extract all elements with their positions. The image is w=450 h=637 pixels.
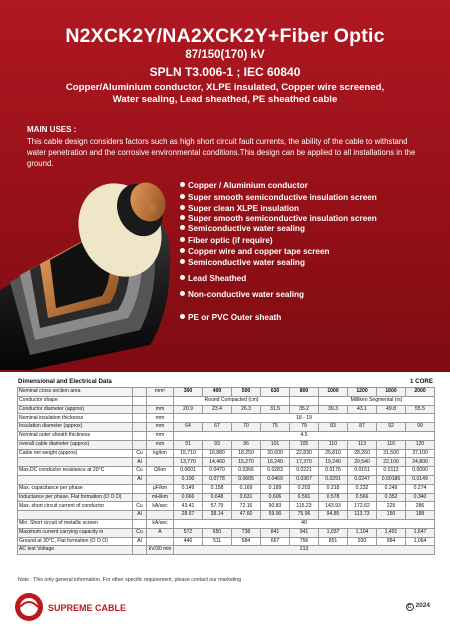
table-cell: 172.62 — [348, 502, 377, 511]
conductor-strand — [142, 196, 150, 204]
table-cell: 15,270 — [232, 458, 261, 467]
table-cell: 4.5 — [174, 431, 435, 440]
table-cell: kV/30 min — [147, 546, 174, 555]
table-row — [18, 388, 435, 397]
table-cell: Conductor diameter (approx) — [18, 405, 133, 414]
table-row — [18, 493, 435, 502]
table-cell: 0.631 — [232, 493, 261, 502]
table-cell: 630 — [261, 388, 290, 397]
layer-label: Copper wire and copper tape screen — [180, 247, 330, 256]
table-cell: 0.0367 — [290, 475, 319, 484]
table-cell: 1,037 — [319, 528, 348, 537]
table-cell — [133, 484, 147, 493]
table-cell: mm — [147, 440, 174, 449]
table-cell: 22,830 — [290, 449, 319, 458]
table-cell: 0.352 — [377, 493, 406, 502]
supreme-logo-icon — [14, 592, 44, 622]
table-cell: 0.591 — [290, 493, 319, 502]
table-cell: 0.0469 — [261, 475, 290, 484]
table-row — [18, 440, 435, 449]
table-cell — [133, 431, 147, 440]
table-cell: 18,250 — [232, 449, 261, 458]
table-cell — [133, 519, 147, 528]
table-cell: 0.0090 — [406, 467, 435, 476]
table-cell: 28.67 — [174, 511, 203, 520]
table-cell: 0.0149 — [406, 475, 435, 484]
table-cell: 72.16 — [232, 502, 261, 511]
table-cell: Maximum current carrying capacity in — [18, 528, 133, 537]
table-cell: 941 — [290, 528, 319, 537]
table-cell: kA/sec — [147, 519, 174, 528]
table-cell: 67 — [203, 423, 232, 432]
description-line: Water sealing, Lead sheathed, PE sheathed cable — [112, 94, 338, 105]
layer-label: Fiber optic (if require) — [180, 236, 273, 245]
table-cell: kg/km — [147, 449, 174, 458]
table-cell: Ω/km — [147, 467, 174, 476]
table-cell: 1,064 — [406, 537, 435, 546]
table-cell: 0.189 — [261, 484, 290, 493]
table-cell: 188 — [406, 511, 435, 520]
table-cell: 229 — [377, 502, 406, 511]
table-cell: 64 — [174, 423, 203, 432]
table-cell: Nominal outer sheath thickness — [18, 431, 133, 440]
layer-label: PE or PVC Outer sheath — [180, 313, 281, 322]
table-cell: 300 — [174, 388, 203, 397]
table-cell: 400 — [203, 388, 232, 397]
table-cell: 1,104 — [348, 528, 377, 537]
layer-label: Super smooth semiconductive insulation screen — [180, 193, 377, 202]
table-cell: mm — [147, 431, 174, 440]
brand-name: SUPREME CABLE — [48, 603, 127, 613]
table-cell: 120 — [406, 440, 435, 449]
table-cell: 0.158 — [203, 484, 232, 493]
table-cell: 19,240 — [319, 458, 348, 467]
table-cell: 920 — [348, 537, 377, 546]
table-cell: Al — [133, 458, 147, 467]
table-cell: 55.5 — [406, 405, 435, 414]
table-cell: 0.0366 — [232, 467, 261, 476]
table-cell: 110 — [319, 440, 348, 449]
table-cell: 113 — [348, 440, 377, 449]
table-row — [18, 484, 435, 493]
table-cell: 40 — [174, 519, 435, 528]
table-cell: Milliken Segmental (rs) — [319, 396, 435, 405]
table-cell: 24,800 — [406, 458, 435, 467]
table-row — [18, 475, 435, 484]
table-cell: 984 — [377, 537, 406, 546]
table-cell: Inductance per phase, Flat formation (O O O) — [18, 493, 133, 502]
table-row — [18, 405, 435, 414]
table-cell: 1,647 — [406, 528, 435, 537]
table-cell: 511 — [203, 537, 232, 546]
table-cell: 0.606 — [261, 493, 290, 502]
table-cell: 0.0283 — [261, 467, 290, 476]
table-cell: 650 — [203, 528, 232, 537]
table-cell: Cu — [133, 449, 147, 458]
layer-label: Semiconductive water sealing — [180, 224, 305, 233]
table-cell: 0.0778 — [203, 475, 232, 484]
table-cell: 39.3 — [319, 405, 348, 414]
table-cell — [133, 423, 147, 432]
table-cell: Al — [133, 511, 147, 520]
table-cell: 20,540 — [348, 458, 377, 467]
table-cell: 115.23 — [290, 502, 319, 511]
table-header-bar — [17, 377, 434, 387]
footnote: Note : This only general information. For other specific requirement, please contact our marketing — [18, 577, 242, 583]
layer-label: Copper / Aluminium conductor — [180, 181, 308, 190]
table-cell: 0.566 — [348, 493, 377, 502]
table-cell: 20,600 — [261, 449, 290, 458]
table-cell — [290, 396, 319, 405]
table-cell: 70 — [232, 423, 261, 432]
table-cell: 0.203 — [290, 484, 319, 493]
table-cell: 14,460 — [203, 458, 232, 467]
table-cell: 213 — [174, 546, 435, 555]
table-row — [18, 502, 435, 511]
table-cell: A — [147, 528, 174, 537]
table-cell: 43.1 — [348, 405, 377, 414]
table-row — [18, 449, 435, 458]
table-cell — [147, 511, 174, 520]
table-cell: 20.9 — [174, 405, 203, 414]
table-cell: 92 — [377, 423, 406, 432]
table-row — [18, 458, 435, 467]
table-cell: 0.578 — [319, 493, 348, 502]
table-cell: Max.DC conductor resistance at 20°C — [18, 467, 133, 476]
table-cell: Conductor shape — [18, 396, 133, 405]
table-row — [18, 537, 435, 546]
table-title: Dimensional and Electrical Data — [18, 378, 112, 385]
layer-label: Lead Sheathed — [180, 274, 246, 283]
table-cell: 105 — [290, 440, 319, 449]
layer-label: Semiconductive water sealing — [180, 258, 305, 267]
table-cell: 0.100 — [174, 475, 203, 484]
core-label: 1 CORE — [409, 378, 433, 385]
table-cell: Cu — [133, 467, 147, 476]
table-cell: 16,240 — [261, 458, 290, 467]
table-cell: 572 — [174, 528, 203, 537]
main-uses-text: This cable design considers factors such as high short circuit fault currents, the ability of the cable to withstand water penetration and the corrosive environmental conditions.This design can be applied to all installations in the ground. — [27, 137, 416, 168]
table-cell: Nominal cross section area — [18, 388, 133, 397]
table-cell: 31.5 — [261, 405, 290, 414]
main-uses-heading: MAIN USES : — [27, 125, 77, 134]
table-cell: 584 — [232, 537, 261, 546]
table-cell: 99 — [406, 423, 435, 432]
table-cell — [133, 405, 147, 414]
table-cell: 286 — [406, 502, 435, 511]
product-title: N2XCK2Y/NA2XCK2Y+Fiber Optic — [65, 25, 385, 47]
table-cell: 150 — [377, 511, 406, 520]
table-cell: 0.0247 — [348, 475, 377, 484]
table-cell: Cable net weight (approx) — [18, 449, 133, 458]
description-line: Copper/Aluminium conductor, XLPE insulated, Copper wire screened, — [65, 82, 385, 93]
table-cell: overall cable diameter (approx) — [18, 440, 133, 449]
table-cell: 96 — [232, 440, 261, 449]
table-cell — [133, 493, 147, 502]
table-cell: 38.14 — [203, 511, 232, 520]
table-cell: 1,491 — [377, 528, 406, 537]
table-cell: 91 — [174, 440, 203, 449]
table-row — [18, 431, 435, 440]
table-cell: 851 — [319, 537, 348, 546]
table-cell: Max. capacitance per phase — [18, 484, 133, 493]
table-row — [18, 414, 435, 423]
table-cell: Cu — [133, 502, 147, 511]
table-cell: 2000 — [406, 388, 435, 397]
table-cell: 0.232 — [348, 484, 377, 493]
table-cell: 800 — [290, 388, 319, 397]
table-cell: Min. Short circuit of metallic screen — [18, 519, 133, 528]
table-cell: 31,500 — [377, 449, 406, 458]
table-cell: 0.0605 — [232, 475, 261, 484]
table-cell: 75.96 — [290, 511, 319, 520]
table-cell: 83 — [319, 423, 348, 432]
copyright-icon: C — [406, 603, 414, 611]
voltage-rating: 87/150(170) kV — [185, 49, 265, 61]
table-cell: 841 — [261, 528, 290, 537]
table-cell: 0.274 — [406, 484, 435, 493]
table-cell: 0.249 — [377, 484, 406, 493]
table-cell — [18, 475, 133, 484]
table-cell: 0.340 — [406, 493, 435, 502]
table-cell: Al — [133, 475, 147, 484]
table-cell: 79 — [290, 423, 319, 432]
table-cell — [133, 414, 147, 423]
table-cell: kA/sec — [147, 502, 174, 511]
table-cell: 0.0470 — [203, 467, 232, 476]
table-cell: 116 — [377, 440, 406, 449]
table-cell: 28,260 — [348, 449, 377, 458]
table-cell: AC test Voltage — [18, 546, 133, 555]
layer-label: Non-conductive water sealing — [180, 290, 304, 299]
table-cell: Al — [133, 537, 147, 546]
copyright-year: 2024 — [415, 602, 430, 609]
table-cell: 0.218 — [319, 484, 348, 493]
standard-reference: SPLN T3.006-1 ; IEC 60840 — [149, 65, 301, 79]
table-cell: 16,880 — [203, 449, 232, 458]
table-cell: 1000 — [319, 388, 348, 397]
table-cell: 500 — [232, 388, 261, 397]
table-cell — [133, 546, 147, 555]
table-row — [18, 396, 435, 405]
specs-table — [17, 387, 435, 555]
layer-label: Super clean XLPE insulation — [180, 204, 299, 213]
table-cell: 49.8 — [377, 405, 406, 414]
table-cell: 90.83 — [261, 502, 290, 511]
table-cell: 57.79 — [203, 502, 232, 511]
table-cell: 25,810 — [319, 449, 348, 458]
table-cell: 0.0176 — [319, 467, 348, 476]
copyright-notice — [406, 602, 430, 611]
table-cell: 1200 — [348, 388, 377, 397]
table-cell — [18, 458, 133, 467]
table-cell: Nominal insulation thickness — [18, 414, 133, 423]
table-cell: 22,100 — [377, 458, 406, 467]
table-cell: 0.0151 — [348, 467, 377, 476]
table-row — [18, 467, 435, 476]
table-cell — [133, 388, 147, 397]
table-cell: 738 — [232, 528, 261, 537]
table-cell: 0.0221 — [290, 467, 319, 476]
table-cell: 0.0113 — [377, 467, 406, 476]
table-cell: 75 — [261, 423, 290, 432]
table-cell: 101 — [261, 440, 290, 449]
table-cell: mm — [147, 405, 174, 414]
table-cell: Insulation diameter (approx) — [18, 423, 133, 432]
table-cell: μF/km — [147, 484, 174, 493]
table-cell: 35.2 — [290, 405, 319, 414]
table-cell: 94.85 — [319, 511, 348, 520]
conductor-strand — [148, 204, 156, 212]
table-cell — [133, 396, 147, 405]
table-cell: 26.3 — [232, 405, 261, 414]
table-cell: 0.169 — [232, 484, 261, 493]
table-cell: 87 — [348, 423, 377, 432]
table-cell: mH/km — [147, 493, 174, 502]
table-cell: 0.666 — [174, 493, 203, 502]
table-cell: 18 - 19 — [174, 414, 435, 423]
table-cell: 0.00186 — [377, 475, 406, 484]
table-cell: 0.648 — [203, 493, 232, 502]
table-cell: 0.0601 — [174, 467, 203, 476]
table-cell: mm — [147, 423, 174, 432]
table-cell: 37,100 — [406, 449, 435, 458]
table-cell — [147, 475, 174, 484]
table-cell — [147, 396, 174, 405]
table-cell — [133, 440, 147, 449]
table-cell: 143.93 — [319, 502, 348, 511]
table-cell: 0.149 — [174, 484, 203, 493]
table-cell: 756 — [290, 537, 319, 546]
table-cell: 113.73 — [348, 511, 377, 520]
table-cell: 17,370 — [290, 458, 319, 467]
table-row — [18, 528, 435, 537]
table-cell: 13,770 — [174, 458, 203, 467]
table-cell: 43.41 — [174, 502, 203, 511]
table-cell: Max. short circuit current of conductor — [18, 502, 133, 511]
layer-label: Super smooth semiconductive insulation screen — [180, 214, 377, 223]
table-row — [18, 423, 435, 432]
table-cell: 667 — [261, 537, 290, 546]
table-cell: Cu — [133, 528, 147, 537]
table-row — [18, 511, 435, 520]
table-cell: 93 — [203, 440, 232, 449]
table-cell — [18, 511, 133, 520]
table-cell: mm² — [147, 388, 174, 397]
construction-description — [0, 82, 450, 106]
table-cell: 1600 — [377, 388, 406, 397]
table-row — [18, 546, 435, 555]
table-cell — [147, 537, 174, 546]
table-cell: Round Compacted (cm) — [174, 396, 290, 405]
table-cell — [147, 458, 174, 467]
table-cell: mm — [147, 414, 174, 423]
table-cell: 47.60 — [232, 511, 261, 520]
table-cell: 23.4 — [203, 405, 232, 414]
table-row — [18, 519, 435, 528]
table-cell: 0.0291 — [319, 475, 348, 484]
table-cell: Ground at 30°C, Flat formation (O O O) — [18, 537, 133, 546]
table-cell: 15,710 — [174, 449, 203, 458]
table-cell: 446 — [174, 537, 203, 546]
dimensional-data-table — [17, 377, 434, 555]
table-cell: 59.90 — [261, 511, 290, 520]
